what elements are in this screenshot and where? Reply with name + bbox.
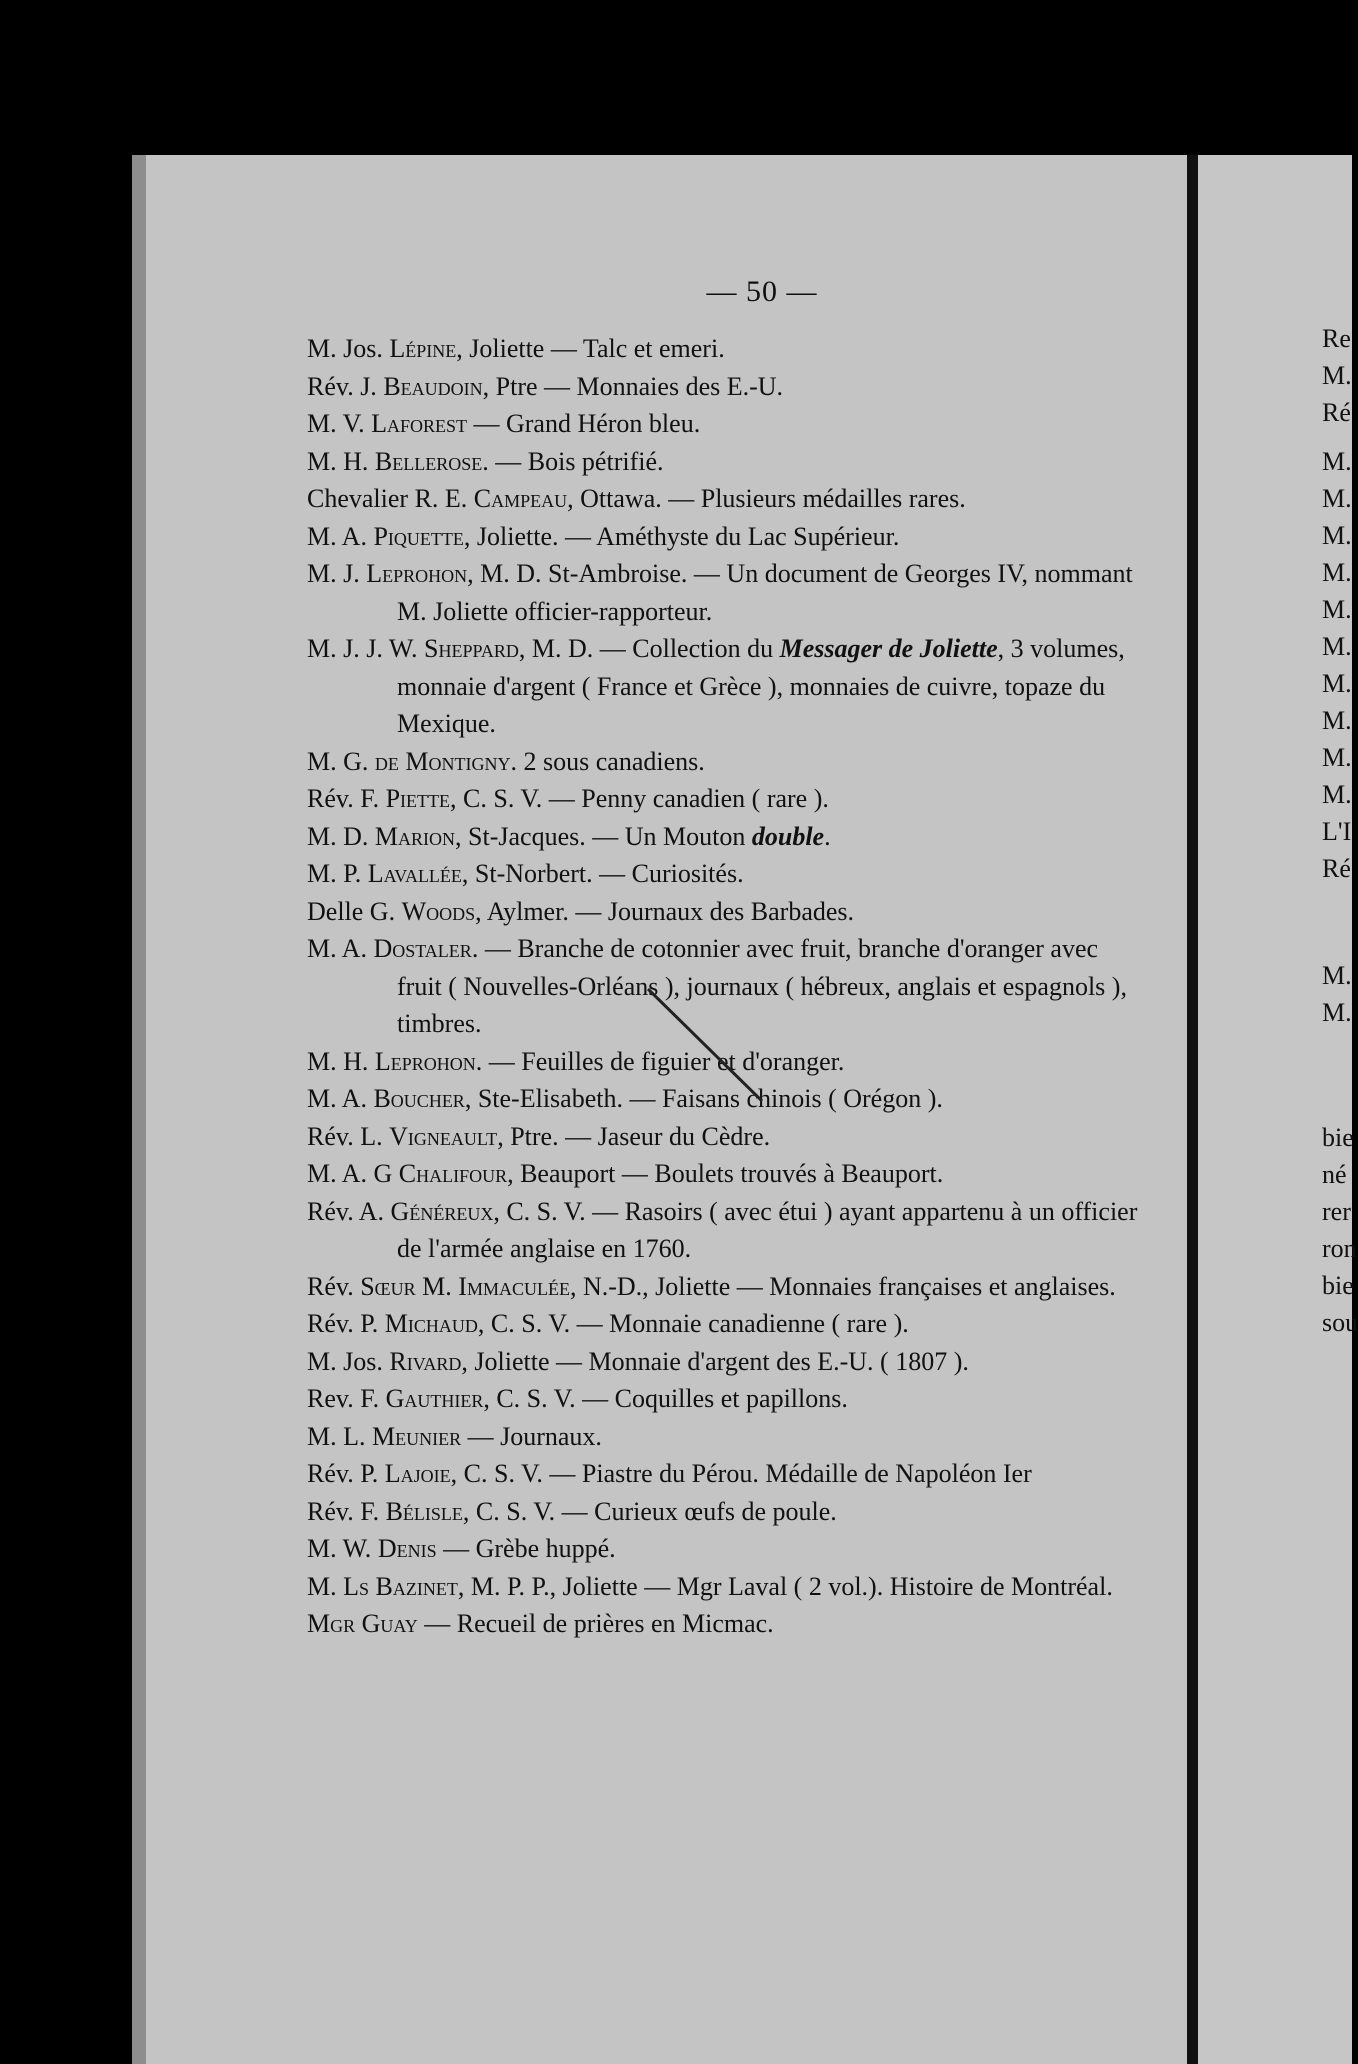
- donor-name: Généreux: [390, 1196, 494, 1226]
- entry-text: , N.-D., Joliette — Monnaies françaises et anglaises.: [569, 1271, 1116, 1301]
- donor-name: Campeau: [473, 484, 568, 513]
- book-page: [132, 155, 1187, 2064]
- list-item: [307, 1343, 1147, 1381]
- entry-text: Rev. F.: [307, 1384, 386, 1413]
- entry-text: , Beauport — Boulets trouvés à Beauport.: [507, 1159, 944, 1188]
- fragment-text: né: [1322, 1160, 1347, 1189]
- entry-text: Rév. J.: [307, 371, 384, 401]
- list-item: [307, 1305, 1147, 1343]
- entry-text: M. L.: [307, 1421, 372, 1451]
- donor-name: Sheppard: [424, 634, 519, 663]
- list-item: [307, 443, 1147, 481]
- entry-text: , C. S. V. — Rasoirs ( avec étui ) ayant appartenu à un officier de l'armée anglaise en 1760.: [397, 1196, 1138, 1263]
- fragment-text: M.: [1322, 632, 1352, 661]
- donor-name: Leprohon: [374, 1046, 476, 1076]
- donor-name: Piquette: [373, 521, 464, 551]
- entry-text: Chevalier R. E.: [307, 484, 474, 513]
- donor-name: Lajoie: [384, 1459, 451, 1488]
- donor-name: Bellerose: [374, 446, 483, 476]
- entry-text: — Journaux.: [461, 1421, 602, 1451]
- entry-text: , Ptre. — Jaseur du Cèdre.: [497, 1121, 771, 1151]
- list-item: [307, 743, 1147, 781]
- fragment-text: M.: [1322, 669, 1352, 698]
- list-item: [307, 1493, 1147, 1531]
- entry-text: Rév. F.: [307, 1496, 386, 1526]
- entry-text: — Recueil de prières en Micmac.: [417, 1609, 774, 1638]
- fragment-text: bie: [1322, 1271, 1354, 1300]
- donor-name: Rivard: [389, 1346, 462, 1376]
- fragment-text: M.: [1322, 361, 1352, 390]
- entry-text: M. G.: [307, 746, 375, 776]
- list-item: [307, 1605, 1147, 1643]
- list-item: [307, 518, 1147, 556]
- entry-text: M.: [307, 1571, 344, 1601]
- entry-text: . — Bois pétrifié.: [482, 446, 664, 476]
- italic-title: Messager de Joliette: [779, 634, 998, 663]
- donor-name: Woods: [401, 896, 476, 926]
- donor-name: Michaud: [384, 1309, 478, 1338]
- entry-text: , Joliette — Talc et emeri.: [456, 334, 725, 363]
- list-item: [307, 855, 1147, 893]
- donor-name: Vigneault: [389, 1121, 498, 1151]
- entry-text: M. D.: [307, 821, 375, 851]
- pencil-mark: [640, 985, 770, 1105]
- list-item: [307, 1155, 1147, 1193]
- donor-name: Sœur M. Immaculée: [360, 1271, 570, 1301]
- entry-text: — Grèbe huppé.: [436, 1534, 616, 1563]
- list-item: [307, 1193, 1147, 1268]
- entry-text: M. P.: [307, 859, 368, 888]
- entry-text: M. A. G: [307, 1159, 399, 1188]
- entry-text: Rév.: [307, 1271, 361, 1301]
- list-item: [307, 893, 1147, 931]
- entry-text: M. A.: [307, 934, 374, 963]
- list-item: [307, 330, 1147, 368]
- entry-text: M. Jos.: [307, 1346, 390, 1376]
- fragment-text: Ré: [1322, 398, 1351, 427]
- fragment-text: rer: [1322, 1197, 1351, 1226]
- entry-text: , Joliette — Monnaie d'argent des E.-U. ( 1807 ).: [461, 1346, 969, 1376]
- entry-text: , 3 volumes, monnaie d'argent ( France et Grèce ), monnaies de cuivre, topaze du Mexique.: [397, 634, 1125, 738]
- entry-text: M. A.: [307, 1084, 374, 1113]
- list-item: [307, 555, 1147, 630]
- donor-name: Meunier: [372, 1421, 462, 1451]
- entry-text: . 2 sous canadiens.: [510, 746, 705, 776]
- donor-name: Boucher: [373, 1084, 465, 1113]
- list-item: [307, 1455, 1147, 1493]
- list-item: [307, 1118, 1147, 1156]
- entry-text: Delle G.: [307, 896, 402, 926]
- entry-text: , St-Norbert. — Curiosités.: [461, 859, 744, 888]
- entry-text: M. Jos.: [307, 334, 390, 363]
- fragment-text: M.: [1322, 521, 1352, 550]
- donor-name: Chalifour: [398, 1159, 508, 1188]
- entry-text: , M. P. P., Joliette — Mgr Laval ( 2 vol.). Histoire de Montréal.: [457, 1571, 1113, 1601]
- entry-text: M. H.: [307, 446, 375, 476]
- fragment-text: M.: [1322, 447, 1352, 476]
- donor-name: Lépine: [389, 334, 457, 363]
- list-item: [307, 1380, 1147, 1418]
- entry-text: M. A.: [307, 521, 374, 551]
- entry-text: , Ottawa. — Plusieurs médailles rares.: [567, 484, 966, 513]
- entry-text: , C. S. V. — Curieux œufs de poule.: [462, 1496, 837, 1526]
- entry-text: , Ptre — Monnaies des E.-U.: [482, 371, 784, 401]
- book-gutter: [1187, 155, 1198, 2064]
- entry-text: , C. S. V. — Monnaie canadienne ( rare ).: [477, 1309, 909, 1338]
- list-item: [307, 630, 1147, 743]
- donor-name: Gauthier: [385, 1384, 484, 1413]
- entry-text: , St-Jacques. — Un Mouton: [455, 821, 752, 851]
- list-item: [307, 1418, 1147, 1456]
- entry-text: Rév. A.: [307, 1196, 391, 1226]
- fragment-text: M.: [1322, 998, 1352, 1027]
- fragment-text: M.: [1322, 961, 1352, 990]
- list-item: [307, 405, 1147, 443]
- donor-name: de Montigny: [374, 746, 511, 776]
- donor-name: Ls Bazinet: [343, 1571, 458, 1601]
- list-item: [307, 480, 1147, 518]
- fragment-text: ron: [1322, 1234, 1357, 1263]
- entry-text: M. J.: [307, 559, 367, 588]
- entry-text: , Ste-Elisabeth. — Faisans chinois ( Orégon ).: [464, 1084, 943, 1113]
- donor-name: Beaudoin: [383, 371, 483, 401]
- donor-name: Dostaler: [373, 934, 472, 963]
- fragment-text: M.: [1322, 743, 1352, 772]
- donor-name: Denis: [377, 1534, 437, 1563]
- list-item: [307, 1568, 1147, 1606]
- entry-text: M. V.: [307, 409, 372, 438]
- fragment-text: M.: [1322, 780, 1352, 809]
- entry-text: , C. S. V. — Piastre du Pérou. Médaille de Napoléon Ier: [450, 1459, 1032, 1488]
- fragment-text: M.: [1322, 706, 1352, 735]
- list-item: [307, 780, 1147, 818]
- entry-text: , C. S. V. — Penny canadien ( rare ).: [450, 784, 829, 813]
- list-item: [307, 1268, 1147, 1306]
- donor-name: Piette: [385, 784, 451, 813]
- entry-text: , Aylmer. — Journaux des Barbades.: [475, 896, 855, 926]
- entry-text: M. J. J. W.: [307, 634, 425, 663]
- entry-text: .: [824, 821, 831, 851]
- donor-name: Lavallée: [367, 859, 462, 888]
- entry-text: . — Branche de cotonnier avec fruit, branche d'oranger avec fruit ( Nouvelles-Orléans ), journaux ( hébreux, anglais et espagnols ), timbres.: [397, 934, 1127, 1038]
- donor-name: Mgr Guay: [307, 1609, 418, 1638]
- entry-text: Rév. L.: [307, 1121, 390, 1151]
- entry-text: , M. D. St-Ambroise. — Un document de Georges IV, nommant M. Joliette officier-rapporteur.: [397, 559, 1133, 626]
- donor-name: Leprohon: [366, 559, 468, 588]
- list-item: [307, 1530, 1147, 1568]
- entry-text: Rév. P.: [307, 1459, 385, 1488]
- adjacent-page-fragments: [1322, 320, 1358, 1341]
- fragment-text: Re: [1322, 324, 1351, 353]
- list-item: [307, 818, 1147, 856]
- entry-text: , C. S. V. — Coquilles et papillons.: [483, 1384, 848, 1413]
- entry-text: Rév. F.: [307, 784, 386, 813]
- entry-text: , M. D. — Collection du: [518, 634, 780, 663]
- fragment-text: Ré: [1322, 854, 1351, 883]
- entry-text: , Joliette. — Améthyste du Lac Supérieur.: [463, 521, 900, 551]
- entry-text: . — Feuilles de figuier et d'oranger.: [475, 1046, 845, 1076]
- entry-text: — Grand Héron bleu.: [466, 409, 701, 438]
- donor-name: Bélisle: [385, 1496, 463, 1526]
- donor-name: Laforest: [371, 409, 467, 438]
- fragment-text: M.: [1322, 558, 1352, 587]
- donor-name: Marion: [374, 821, 456, 851]
- fragment-text: M.: [1322, 595, 1352, 624]
- entry-text: M. W.: [307, 1534, 378, 1563]
- entry-text: Rév. P.: [307, 1309, 385, 1338]
- page-number: — 50 —: [706, 275, 818, 308]
- fragment-text: L'I: [1322, 817, 1352, 846]
- fragment-text: sou: [1322, 1308, 1358, 1337]
- italic-title: double: [751, 821, 825, 851]
- list-item: [307, 368, 1147, 406]
- entry-text: M. H.: [307, 1046, 375, 1076]
- fragment-text: M.: [1322, 484, 1352, 513]
- fragment-text: bie: [1322, 1123, 1354, 1152]
